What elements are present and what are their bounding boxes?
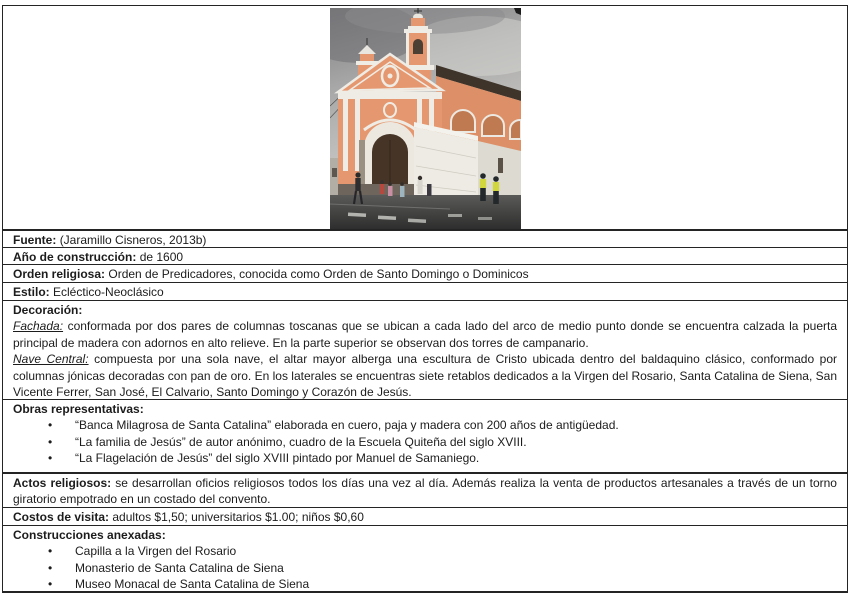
bullet-icon: •	[48, 434, 53, 449]
list-item	[13, 434, 837, 450]
street	[330, 195, 521, 229]
row-construcciones	[3, 525, 847, 591]
row-costos	[3, 507, 847, 525]
obras-list	[13, 417, 837, 466]
list-item	[13, 576, 837, 591]
row-label: Obras representativas:	[13, 402, 144, 416]
list-item	[13, 417, 837, 433]
row-label: Costos de visita:	[13, 510, 110, 524]
row-estilo	[3, 282, 847, 300]
nave-text: compuesta por una sola nave, el altar mayor alberga una escultura de Cristo ubicada dentro del baldaquino clásico, conformado por columnas jónicas decoradas con pan de oro. En los laterales se encuentras siete retablos dedicados a la Virgen del Rosario, Santa Catalina de Siena, San Vicente Ferrer, San José, El Calvario, Santo Domingo y Corazón de Jesús.	[13, 352, 837, 399]
row-obras	[3, 399, 847, 472]
row-value: se desarrollan oficios religiosos todos los días una vez al día. Además realiza la venta de productos artesanales a través de un torno giratorio empotrado en un costado del convento.	[13, 476, 837, 507]
list-item	[13, 560, 837, 576]
row-value: Ecléctico-Neoclásico	[53, 285, 164, 299]
row-fuente	[3, 229, 847, 247]
row-label: Estilo:	[13, 285, 50, 299]
row-value: adultos $1,50; universitarios $1.00; niños $0,60	[112, 510, 364, 524]
nave-paragraph	[13, 351, 837, 399]
bullet-icon: •	[48, 418, 53, 433]
photo-cell	[3, 6, 847, 229]
list-item-text: “La Flagelación de Jesús” del siglo XVIII pintado por Manuel de Samaniego.	[75, 451, 480, 466]
row-label: Decoración:	[13, 303, 83, 317]
row-orden	[3, 264, 847, 282]
list-item-text: Museo Monacal de Santa Catalina de Siena	[75, 577, 310, 591]
row-actos	[3, 472, 847, 507]
row-value: (Jaramillo Cisneros, 2013b)	[59, 233, 207, 247]
row-value: de 1600	[139, 250, 184, 264]
row-label: Orden religiosa:	[13, 267, 106, 281]
row-label: Actos religiosos:	[13, 476, 112, 490]
bullet-icon: •	[48, 544, 53, 559]
row-label: Construcciones anexadas:	[13, 528, 166, 542]
fachada-label: Fachada:	[13, 319, 64, 334]
bullet-icon: •	[48, 577, 53, 591]
list-item	[13, 450, 837, 466]
fachada-text: conformada por dos pares de columnas toscanas que se ubican a cada lado del arco de medio punto donde se encuentra calzada la puerta principal de madera con adornos en alto relieve. En la parte superior se observan dos torres de campanario.	[13, 319, 837, 350]
nave-label: Nave Central:	[13, 352, 89, 367]
bullet-icon: •	[48, 451, 53, 466]
list-item-text: Monasterio de Santa Catalina de Siena	[75, 560, 284, 575]
church-photo	[330, 8, 521, 229]
list-item-text: “La familia de Jesús” de autor anónimo, cuadro de la Escuela Quiteña del siglo XVIII.	[75, 434, 527, 449]
row-value: Orden de Predicadores, conocida como Orden de Santo Domingo o Dominicos	[108, 267, 529, 281]
fachada-paragraph	[13, 318, 837, 351]
row-anio	[3, 247, 847, 264]
list-item	[13, 543, 837, 559]
info-table	[2, 5, 848, 593]
bullet-icon: •	[48, 560, 53, 575]
row-decoracion	[3, 300, 847, 399]
construcciones-list	[13, 543, 837, 591]
row-label: Fuente:	[13, 233, 57, 247]
row-label: Año de construcción:	[13, 250, 137, 264]
list-item-text: “Banca Milagrosa de Santa Catalina” elaborada en cuero, paja y madera con 200 años de antigüedad.	[75, 418, 619, 433]
list-item-text: Capilla a la Virgen del Rosario	[75, 544, 237, 559]
